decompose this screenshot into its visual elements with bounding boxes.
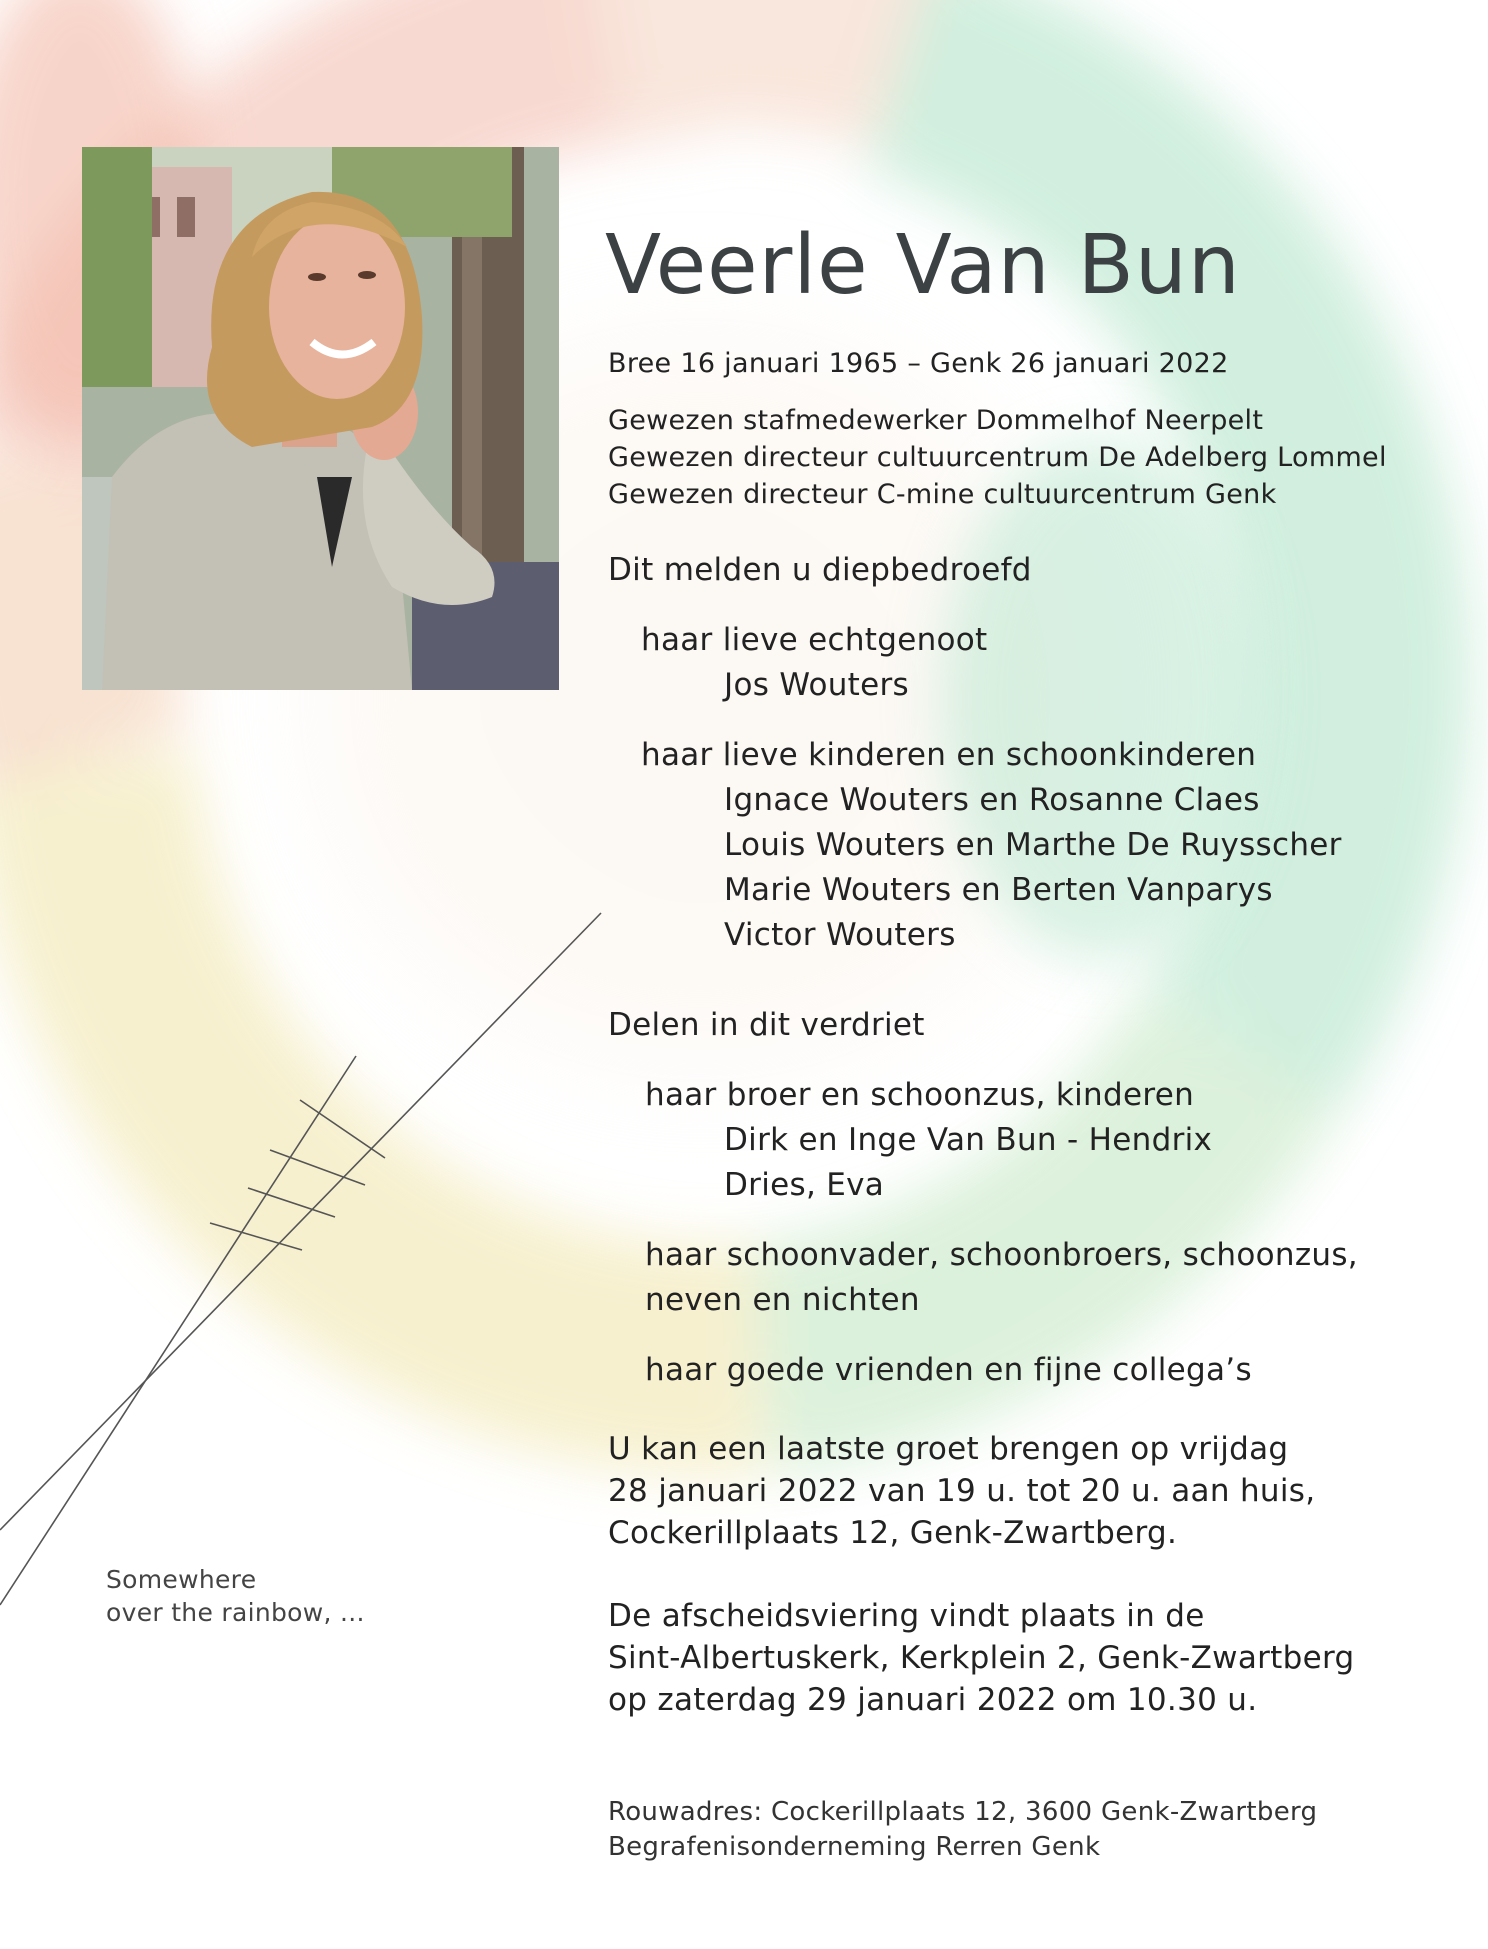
- inlaws-relation: [645, 1233, 1358, 1323]
- inlaws-line: neven en nichten: [645, 1282, 920, 1318]
- funeral-line: op zaterdag 29 januari 2022 om 10.30 u.: [608, 1682, 1258, 1718]
- sibling-names: [724, 1118, 1212, 1208]
- child-name: Ignace Wouters en Rosanne Claes: [724, 782, 1260, 818]
- rainbow-quote: [106, 1563, 365, 1629]
- deceased-name: Veerle Van Bun: [605, 218, 1241, 313]
- child-name: Louis Wouters en Marthe De Ruysscher: [724, 827, 1342, 863]
- former-roles: [608, 402, 1387, 513]
- visitation-line: Cockerillplaats 12, Genk-Zwartberg.: [608, 1515, 1178, 1551]
- role-line: Gewezen directeur cultuurcentrum De Adelberg Lommel: [608, 442, 1387, 473]
- spouse-name: Jos Wouters: [724, 667, 909, 703]
- role-line: Gewezen directeur C-mine cultuurcentrum Genk: [608, 479, 1277, 510]
- children-names: [724, 778, 1342, 958]
- inlaws-line: haar schoonvader, schoonbroers, schoonzus,: [645, 1237, 1358, 1273]
- mourning-address: Rouwadres: Cockerillplaats 12, 3600 Genk-Zwartberg: [608, 1797, 1318, 1827]
- funeral-home: Begrafenisonderneming Rerren Genk: [608, 1832, 1101, 1862]
- share-heading: Delen in dit verdriet: [608, 1007, 925, 1043]
- visitation-info: [608, 1428, 1315, 1554]
- visitation-line: U kan een laatste groet brengen op vrijdag: [608, 1431, 1289, 1467]
- quote-line: over the rainbow, ...: [106, 1598, 365, 1627]
- child-name: Victor Wouters: [724, 917, 956, 953]
- visitation-line: 28 januari 2022 van 19 u. tot 20 u. aan huis,: [608, 1473, 1316, 1509]
- sibling-name: Dries, Eva: [724, 1167, 885, 1203]
- spouse-relation: haar lieve echtgenoot: [641, 622, 988, 658]
- quote-line: Somewhere: [106, 1565, 257, 1594]
- child-name: Marie Wouters en Berten Vanparys: [724, 872, 1273, 908]
- announce-heading: Dit melden u diepbedroefd: [608, 552, 1032, 588]
- portrait-photo: [82, 147, 559, 690]
- role-line: Gewezen stafmedewerker Dommelhof Neerpelt: [608, 405, 1264, 436]
- funeral-line: Sint-Albertuskerk, Kerkplein 2, Genk-Zwartberg: [608, 1640, 1355, 1676]
- sibling-relation: haar broer en schoonzus, kinderen: [645, 1077, 1195, 1113]
- friends-relation: haar goede vrienden en fijne collega’s: [645, 1352, 1252, 1388]
- funeral-line: De afscheidsviering vindt plaats in de: [608, 1598, 1205, 1634]
- life-dates: Bree 16 januari 1965 – Genk 26 januari 2022: [608, 348, 1229, 379]
- children-relation: haar lieve kinderen en schoonkinderen: [641, 737, 1257, 773]
- funeral-info: [608, 1595, 1354, 1721]
- sibling-name: Dirk en Inge Van Bun - Hendrix: [724, 1122, 1213, 1158]
- contact-info: [608, 1795, 1317, 1865]
